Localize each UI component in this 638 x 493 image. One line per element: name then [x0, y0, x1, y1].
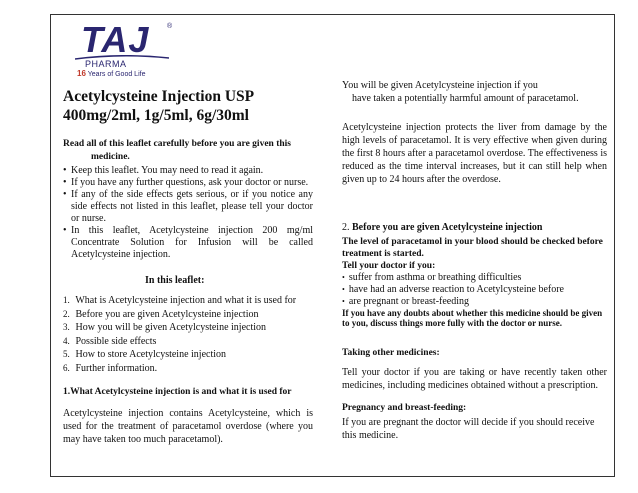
list-item: • In this leaflet, Acetylcysteine injection 200 mg/ml Concentrate Solution for Infusion will be called Acetylcysteine injection.: [63, 225, 313, 261]
tell-doctor-heading: Tell your doctor if you:: [342, 261, 436, 271]
list-item: [63, 362, 323, 376]
contents-heading: In this leaflet:: [145, 275, 205, 286]
registered-mark: ®: [167, 23, 173, 30]
list-item: • Keep this leaflet. You may need to read it again.: [63, 165, 313, 177]
bullet-icon: •: [342, 285, 345, 294]
item-text: suffer from asthma or breathing difficulties: [348, 272, 522, 283]
item-text: are pregnant or breast-feeding: [348, 296, 470, 307]
section-2-heading: [342, 222, 542, 233]
list-item: [342, 296, 607, 308]
years-number: 16: [77, 69, 86, 78]
item-number: 1.: [63, 295, 70, 305]
list-item: [342, 272, 607, 284]
pregnancy-heading: Pregnancy and breast-feeding:: [342, 403, 467, 413]
logo-subtitle: PHARMA: [85, 59, 127, 69]
item-number: 2.: [63, 308, 70, 319]
item-text: How to store Acetylcysteine injection: [75, 349, 227, 360]
title-line-1: Acetylcysteine Injection USP: [63, 88, 255, 105]
usage-line-rest: have taken a potentially harmful amount of paracetamol.: [352, 93, 579, 104]
list-item: [63, 308, 323, 322]
usage-paragraph: [342, 79, 607, 105]
item-text: have had an adverse reaction to Acetylcysteine before: [348, 284, 564, 295]
intro-notice: [63, 138, 313, 164]
bullet-icon: •: [342, 297, 345, 306]
other-medicines-paragraph: Tell your doctor if you are taking or have recently taken other medicines, including medicines obtained without a prescription.: [342, 367, 607, 391]
product-title: [63, 87, 254, 125]
advice-list: [63, 165, 313, 261]
item-text: What is Acetylcysteine injection and what it is used for: [75, 295, 297, 306]
item-text: Before you are given Acetylcysteine injection: [75, 308, 259, 320]
doubt-notice: If you have any doubts about whether this medicine should be given to you, discuss things more fully with the doctor or nurse.: [342, 308, 603, 328]
logo-wordmark: TAJ: [81, 19, 150, 60]
list-item: [63, 294, 323, 308]
taj-pharma-logo: [71, 21, 191, 77]
years-text: Years of Good Life: [87, 71, 146, 78]
list-item: • If you have any further questions, ask your doctor or nurse.: [63, 177, 313, 189]
contents-list: [63, 294, 323, 375]
list-item: [342, 284, 607, 296]
section-number: 2.: [342, 222, 350, 233]
list-item: • If any of the side effects gets serious, or if you notice any side effects not listed in this leaflet, please tell your doctor or nurse.: [63, 189, 313, 225]
intro-line-1: Read all of this leaflet carefully before you are given this: [63, 139, 291, 149]
item-text: Possible side effects: [75, 335, 157, 347]
section-title: Before you are given Acetylcysteine injection: [352, 222, 543, 233]
section-1-paragraph: Acetylcysteine injection contains Acetylcysteine, which is used for the treatment of paracetamol overdose (where you may have taken too much paracetamol).: [63, 408, 313, 445]
intro-line-2: medicine.: [91, 152, 130, 162]
item-text: How you will be given Acetylcysteine injection: [75, 322, 267, 333]
item-number: 5.: [63, 349, 70, 359]
item-number: 6.: [63, 362, 70, 373]
list-item: [63, 335, 323, 349]
section-1-heading: 1.What Acetylcysteine injection is and what it is used for: [63, 387, 292, 397]
item-number: 3.: [63, 322, 70, 332]
section-2-paragraph: The level of paracetamol in your blood should be checked before treatment is started.: [342, 237, 603, 259]
logo-tagline: [77, 69, 145, 78]
list-item: [63, 348, 323, 362]
effect-paragraph: Acetylcysteine injection protects the liver from damage by the high levels of paracetamol. It is very effective when given during the first 8 hours after a paracetamol overdose. The effectiveness is reduced as the time interval increases, but it can still help when given up to 24 hours after the overdose.: [342, 122, 607, 185]
title-line-2: 400mg/2ml, 1g/5ml, 6g/30ml: [63, 107, 249, 124]
item-number: 4.: [63, 335, 70, 346]
leaflet-page: [50, 14, 615, 477]
pregnancy-paragraph: If you are pregnant the doctor will decide if you should receive this medicine.: [342, 417, 595, 441]
list-item: [63, 321, 323, 335]
bullet-icon: •: [342, 273, 345, 282]
tell-doctor-list: [342, 272, 607, 308]
other-medicines-heading: Taking other medicines:: [342, 348, 440, 358]
item-text: Further information.: [75, 362, 158, 374]
usage-line-1: You will be given Acetylcysteine injection if you: [342, 80, 538, 91]
